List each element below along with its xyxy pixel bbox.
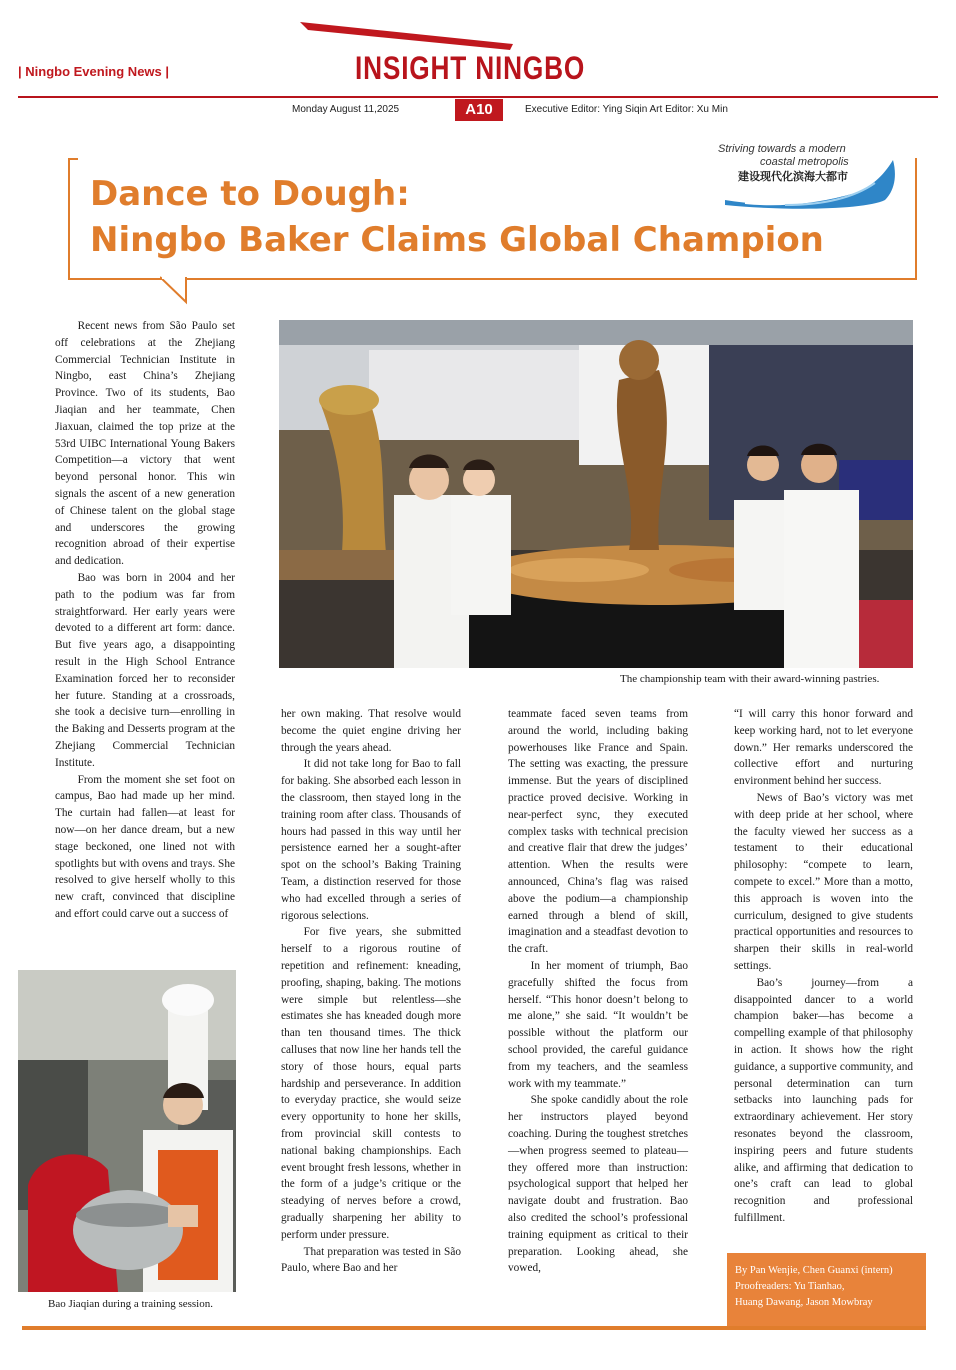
byline-box bbox=[727, 1253, 926, 1329]
slogan-english-line-1: Striving towards a modern bbox=[718, 143, 846, 155]
col2-paragraph-2: It did not take long for Bao to fall for baking. She absorbed each lesson in the classroom, then stayed long in the training room after class. Thousands of hours had passed in this way until her persistence earned her a sought-after spot on the school’s Baking Training Team, a distinction reserved for those who had excelled through a series of rigorous selections. bbox=[281, 758, 461, 922]
col4-paragraph-2: News of Bao’s victory was met with deep pride at her school, where the faculty viewed her success as a testament to their educational philosophy: “compete to learn, compete to excel.” More than a motto, this approach is woven into the curriculum, designed to give students practical opportunities and resources to sharpen their skills in real-world settings. bbox=[734, 791, 913, 972]
slogan-chinese: 建设现代化滨海大都市 bbox=[738, 170, 848, 183]
bottom-rule bbox=[22, 1326, 926, 1330]
article-column-1 bbox=[55, 318, 235, 923]
article-column-3 bbox=[508, 706, 688, 1277]
col2-paragraph-4: That preparation was tested in São Paulo, where Bao and her bbox=[281, 1245, 461, 1275]
article-column-2 bbox=[281, 706, 461, 1277]
paper-name: | Ningbo Evening News | bbox=[18, 64, 170, 79]
header-rule bbox=[18, 96, 938, 98]
col3-paragraph-2: In her moment of triumph, Bao gracefully shifted the focus from herself. “This honor doesn’t belong to me alone,” she said. “It wouldn’t be possible without the platform our school provided, the careful guidance from my teachers, and the seamless work with my teammate.” bbox=[508, 959, 688, 1090]
byline-proofreaders-cont: Huang Dawang, Jason Mowbray bbox=[735, 1297, 873, 1308]
headline-frame-tail bbox=[160, 276, 192, 308]
main-photo-caption: The championship team with their award-winning pastries. bbox=[620, 673, 880, 685]
headline-line-2: Ningbo Baker Claims Global Champion bbox=[90, 220, 824, 260]
byline-proofreaders: Proofreaders: Yu Tianhao, bbox=[735, 1281, 845, 1292]
headline-frame-top-left bbox=[68, 158, 78, 160]
col3-paragraph-1: teammate faced seven teams from around the world, including baking powerhouses like France and Spain. The setting was exacting, the pressure immense. But the years of disciplined practice proved decisive. Working in near-perfect sync, they executed complex tasks with technical precision and creative flair that drew the judges’ attention. When the results were announced, China’s flag was raised above the podium—a championship earned through a blend of skill, imagination and a steadfast devotion to the craft. bbox=[508, 708, 688, 956]
col2-paragraph-3: For five years, she submitted herself to a rigorous routine of repetition and refinement: kneading, proofing, shaping, baking. The motions were simple but relentless—she estimates she has kneaded dough more than ten thousand times. The thick calluses that now line her hands tell the story of those hours, equal parts hardship and perseverance. In addition to everyday practice, she would seize every opportunity to hone her skills, from provincial skill contests to national baking championships. Each event brought fresh lessons, whether in the form of a judge’s critique or the steadying of nerves before a crowd, gradually sharpening her ability to perform under pressure. bbox=[281, 926, 461, 1241]
col4-paragraph-1: “I will carry this honor forward and keep working hard, not to let everyone down.” Her remarks underscored the collective effort and nurturing environment behind her success. bbox=[734, 708, 913, 788]
page-number-badge: A10 bbox=[455, 99, 503, 121]
col4-paragraph-3: Bao’s journey—from a disappointed dancer to a world champion baker—has become a compelling example of that philosophy in action. It shows how the right guidance, a supportive community, and personal determination can turn setbacks into launching pads for extraordinary achievement. Her story resonates beyond the classroom, inspiring peers and future students alike, and affirming that dedication to one’s craft can lead to global recognition and professional fulfillment. bbox=[734, 976, 913, 1224]
col1-paragraph-2: Bao was born in 2004 and her path to the podium was far from straightforward. Her early years were devoted to a different art form: dance. But five years ago, a disappointing result in the High School Entrance Examination forced her to reconsider her future. Standing at a crossroads, she took a decisive turn—enrolling in the Baking and Desserts program at the Zhejiang Commercial Technician Institute. bbox=[55, 571, 235, 769]
slogan-english-line-2: coastal metropolis bbox=[760, 156, 849, 168]
masthead-title: INSIGHT NINGBO bbox=[355, 50, 586, 86]
col1-paragraph-3: From the moment she set foot on campus, Bao had made up her mind. The curtain had fallen—at least for now—on her dance dream, but a new stage beckoned, one lined not with spotlights but with ovens and trays. She resolved to give herself wholly to this new craft, convinced that discipline and effort could carve out a success of bbox=[55, 773, 235, 920]
editors-line: Executive Editor: Ying Siqin Art Editor: Xu Min bbox=[525, 104, 728, 115]
training-photo-caption: Bao Jiaqian during a training session. bbox=[48, 1298, 213, 1310]
col1-paragraph-1: Recent news from São Paulo set off celebrations at the Zhejiang Commercial Technician Institute in Ningbo, east China’s Zhejiang Province. Two of its students, Bao Jiaqian and her teammate, Chen Jiaxuan, claimed the top prize at the 53rd UIBC International Young Bakers Competition—a victory that went beyond personal honor. This win signals the ascent of a new generation of Chinese talent on the global stage and underscores the growing recognition abroad of their expertise and dedication. bbox=[55, 320, 235, 568]
wave-logo bbox=[725, 155, 900, 210]
byline-authors: By Pan Wenjie, Chen Guanxi (intern) bbox=[735, 1265, 893, 1276]
issue-date: Monday August 11,2025 bbox=[292, 104, 400, 115]
article-column-4 bbox=[734, 706, 913, 1227]
headline-line-1: Dance to Dough: bbox=[90, 174, 410, 214]
col2-paragraph-1: her own making. That resolve would become the quiet engine driving her through the years ahead. bbox=[281, 708, 461, 754]
training-session-photo bbox=[18, 970, 236, 1292]
col3-paragraph-3: She spoke candidly about the role her instructors played beyond coaching. During the toughest stretches—when progress seemed to plateau—they offered more than instruction: psychological support that helped her navigate doubt and frustration. Bao also credited the school’s professional training equipment as critical to their preparation. Looking ahead, she vowed, bbox=[508, 1094, 688, 1275]
championship-team-photo bbox=[279, 320, 913, 668]
